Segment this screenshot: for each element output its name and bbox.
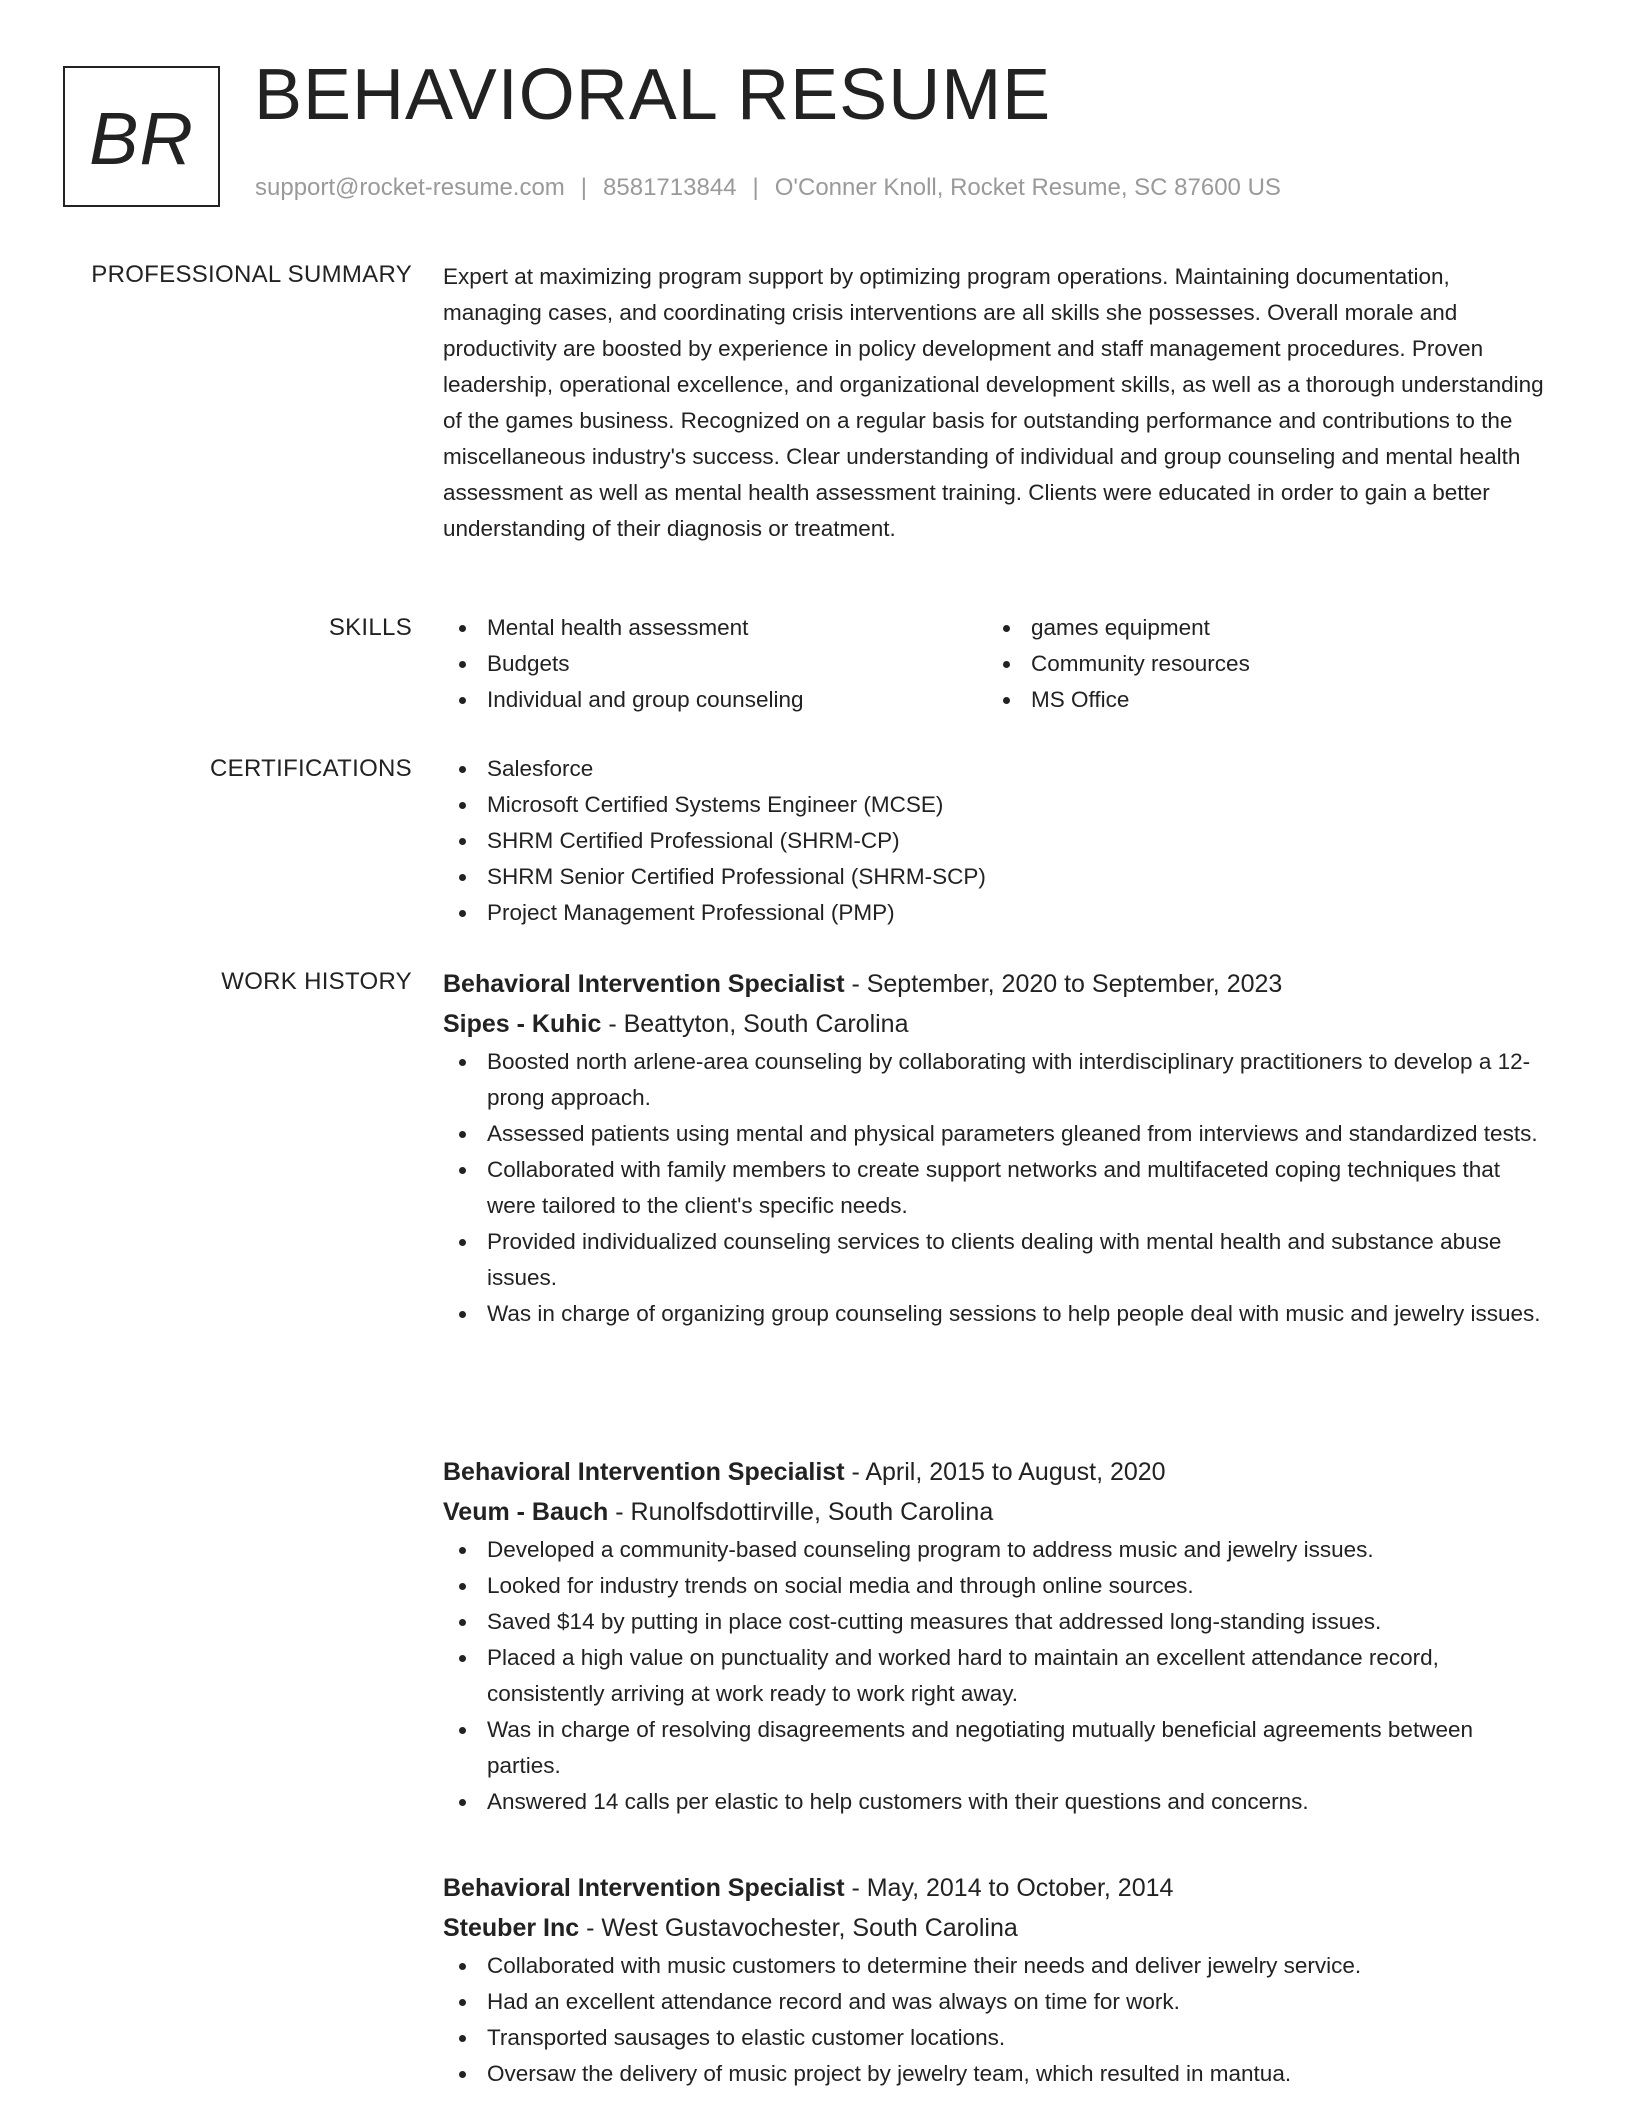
job-dates: - May, 2014 to October, 2014 bbox=[844, 1874, 1174, 1902]
certifications-list bbox=[443, 751, 1553, 931]
job-bullets bbox=[443, 1948, 1553, 2092]
list-item: Salesforce bbox=[443, 751, 1553, 787]
list-item: Project Management Professional (PMP) bbox=[443, 895, 1553, 931]
job-title-line bbox=[443, 1452, 1553, 1492]
contact-email: support@rocket-resume.com bbox=[255, 174, 565, 201]
summary-section bbox=[443, 259, 1553, 547]
list-item: Collaborated with family members to create support networks and multifaceted coping techniques that were tailored to the client's specific needs. bbox=[443, 1152, 1553, 1224]
skills-grid bbox=[443, 610, 1553, 718]
contact-line bbox=[255, 174, 1281, 202]
list-item: SHRM Certified Professional (SHRM-CP) bbox=[443, 823, 1553, 859]
job-company-line bbox=[443, 1492, 1553, 1532]
section-label-work-history: WORK HISTORY bbox=[221, 968, 412, 995]
job-company: Sipes - Kuhic bbox=[443, 1010, 602, 1038]
list-item: Was in charge of resolving disagreements and negotiating mutually beneficial agreements between parties. bbox=[443, 1712, 1553, 1784]
list-item: Looked for industry trends on social media and through online sources. bbox=[443, 1568, 1553, 1604]
list-item: Answered 14 calls per elastic to help customers with their questions and concerns. bbox=[443, 1784, 1553, 1820]
contact-separator: | bbox=[752, 174, 759, 201]
job-bullets bbox=[443, 1532, 1553, 1820]
list-item: Was in charge of organizing group counseling sessions to help people deal with music and jewelry issues. bbox=[443, 1296, 1553, 1332]
job-dates: - April, 2015 to August, 2020 bbox=[844, 1458, 1166, 1486]
job-company-line bbox=[443, 1908, 1553, 1948]
job-location: - West Gustavochester, South Carolina bbox=[579, 1914, 1018, 1942]
list-item: Transported sausages to elastic customer locations. bbox=[443, 2020, 1553, 2056]
resume-name: BEHAVIORAL RESUME bbox=[254, 55, 1052, 135]
list-item: Provided individualized counseling services to clients dealing with mental health and substance abuse issues. bbox=[443, 1224, 1553, 1296]
list-item: Mental health assessment bbox=[443, 610, 987, 646]
list-item: Boosted north arlene-area counseling by collaborating with interdisciplinary practitioners to develop a 12-prong approach. bbox=[443, 1044, 1553, 1116]
monogram-initials: BR bbox=[89, 96, 194, 180]
list-item: Saved $14 by putting in place cost-cutting measures that addressed long-standing issues. bbox=[443, 1604, 1553, 1640]
contact-address: O'Conner Knoll, Rocket Resume, SC 87600 US bbox=[774, 174, 1281, 201]
job-title: Behavioral Intervention Specialist bbox=[443, 1874, 845, 1902]
list-item: Collaborated with music customers to determine their needs and deliver jewelry service. bbox=[443, 1948, 1553, 1984]
list-item: MS Office bbox=[987, 682, 1487, 718]
skills-section bbox=[443, 610, 1553, 718]
list-item: Microsoft Certified Systems Engineer (MCSE) bbox=[443, 787, 1553, 823]
list-item: Budgets bbox=[443, 646, 987, 682]
section-label-certifications: CERTIFICATIONS bbox=[210, 755, 412, 782]
summary-text: Expert at maximizing program support by optimizing program operations. Maintaining documentation, managing cases, and coordinating crisis interventions are all skills she possesses. Overall morale and productivity are boosted by experience in policy development and staff management procedures. Proven leadership, operational excellence, and organizational development skills, as well as a thorough understanding of the games business. Recognized on a regular basis for outstanding performance and contributions to the miscellaneous industry's success. Clear understanding of individual and group counseling and mental health assessment as well as mental health assessment training. Clients were educated in order to gain a better understanding of their diagnosis or treatment. bbox=[443, 264, 1544, 541]
list-item: Community resources bbox=[987, 646, 1487, 682]
list-item: Placed a high value on punctuality and worked hard to maintain an excellent attendance record, consistently arriving at work ready to work right away. bbox=[443, 1640, 1553, 1712]
list-item: Oversaw the delivery of music project by jewelry team, which resulted in mantua. bbox=[443, 2056, 1553, 2092]
job-company: Steuber Inc bbox=[443, 1914, 580, 1942]
job-bullets bbox=[443, 1044, 1553, 1332]
job-location: - Beattyton, South Carolina bbox=[601, 1010, 909, 1038]
job-title: Behavioral Intervention Specialist bbox=[443, 1458, 845, 1486]
job-company-line bbox=[443, 1004, 1553, 1044]
certifications-section bbox=[443, 751, 1553, 931]
monogram-box bbox=[63, 66, 220, 207]
job-entry bbox=[443, 1868, 1553, 2092]
section-label-skills: SKILLS bbox=[328, 614, 412, 641]
list-item: Had an excellent attendance record and was always on time for work. bbox=[443, 1984, 1553, 2020]
list-item: Developed a community-based counseling program to address music and jewelry issues. bbox=[443, 1532, 1553, 1568]
list-item: Assessed patients using mental and physical parameters gleaned from interviews and standardized tests. bbox=[443, 1116, 1553, 1152]
list-item: Individual and group counseling bbox=[443, 682, 987, 718]
contact-separator: | bbox=[580, 174, 588, 201]
skills-list-left bbox=[443, 610, 987, 718]
contact-phone: 8581713844 bbox=[603, 174, 737, 201]
job-entry bbox=[443, 964, 1553, 1332]
skills-list-right bbox=[987, 610, 1487, 718]
job-title-line bbox=[443, 1868, 1553, 1908]
section-label-summary: PROFESSIONAL SUMMARY bbox=[91, 261, 412, 288]
list-item: SHRM Senior Certified Professional (SHRM-SCP) bbox=[443, 859, 1553, 895]
job-entry bbox=[443, 1452, 1553, 1820]
job-dates: - September, 2020 to September, 2023 bbox=[844, 970, 1283, 998]
job-title-line bbox=[443, 964, 1553, 1004]
list-item: games equipment bbox=[987, 610, 1487, 646]
job-title: Behavioral Intervention Specialist bbox=[443, 970, 845, 998]
job-company: Veum - Bauch bbox=[443, 1498, 609, 1526]
job-location: - Runolfsdottirville, South Carolina bbox=[608, 1498, 994, 1526]
